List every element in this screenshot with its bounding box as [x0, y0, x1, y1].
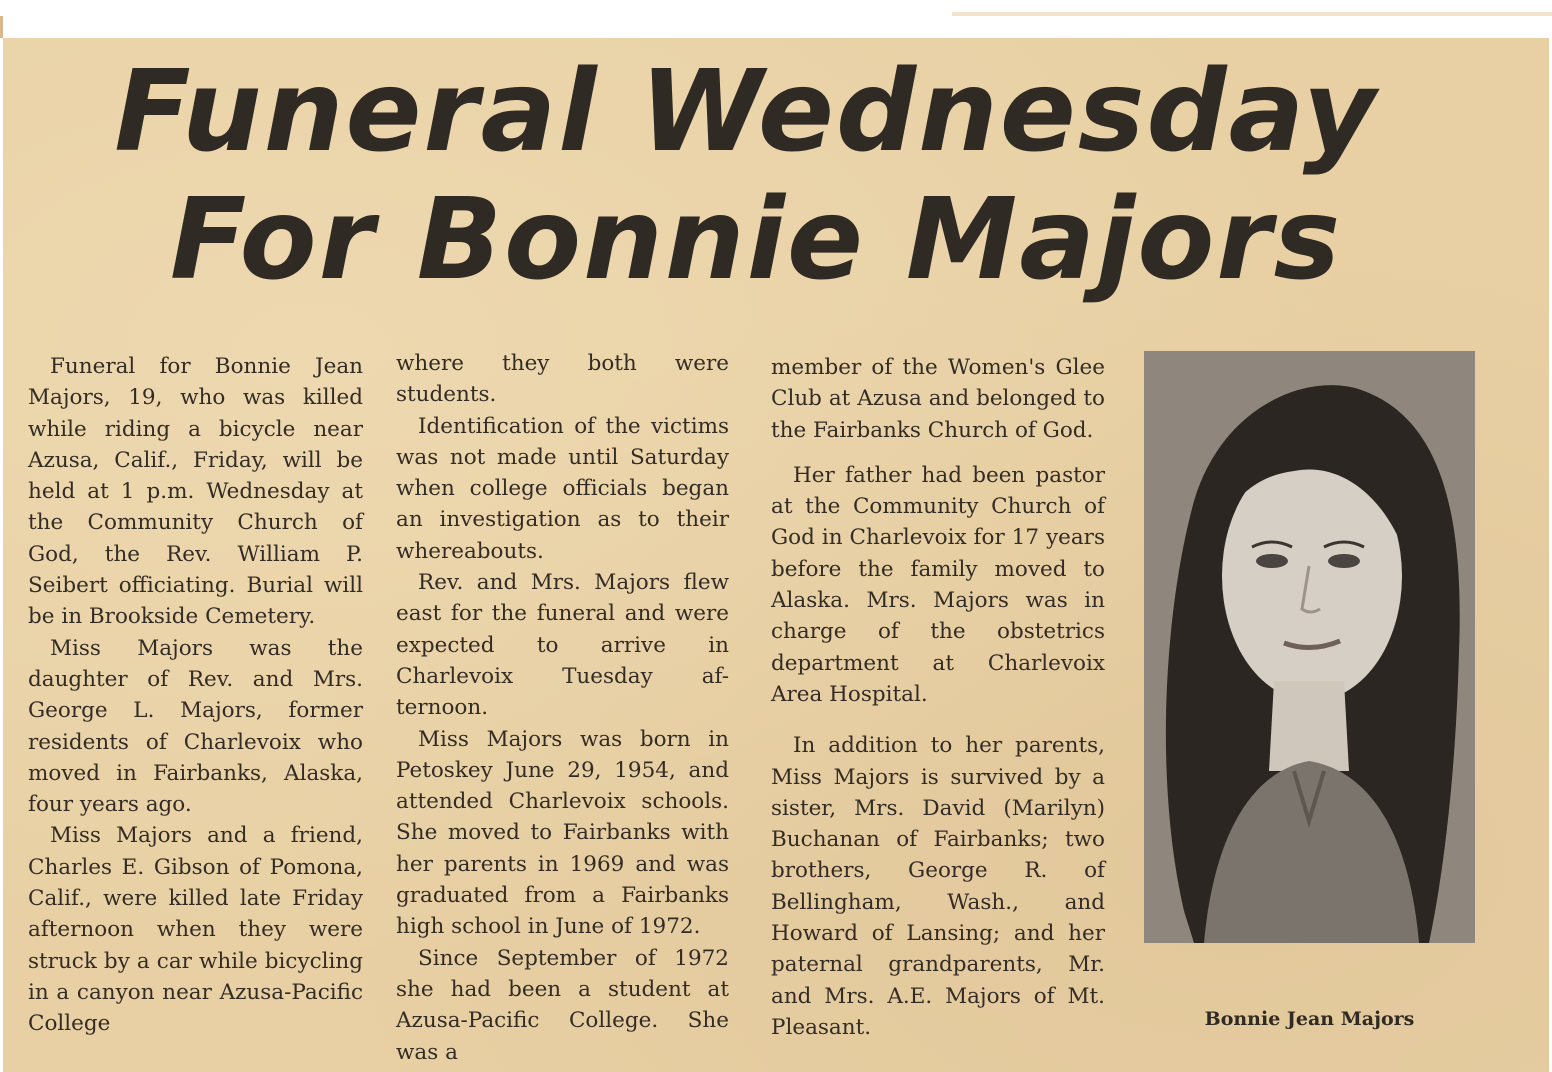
portrait-image — [1144, 351, 1475, 943]
article-column-1 — [28, 351, 363, 1040]
paragraph: Her father had been pastor at the Community Church of God in Charlevoix for 17 years before the family moved to Alaska. Mrs. Majors was in charge of the obstetrics department at Charlevoix Area Hospital. — [771, 462, 1105, 707]
photo-caption: Bonnie Jean Majors — [1204, 1008, 1415, 1030]
paragraph: Funeral for Bonnie Jean Majors, 19, who was killed while riding a bicycle near Azusa, Calif., Friday, will be held at 1 p.m. Wednesday at the Community Church of God, the Rev. William P. Seibert officiating. Burial will be in Brookside Cemetery. — [28, 354, 363, 630]
paragraph: Since September of 1972 she had been a student at Azusa-Pacific College. She was a — [396, 945, 729, 1065]
paragraph: where they both were students. — [396, 351, 729, 408]
paragraph: Rev. and Mrs. Majors flew east for the funeral and were expected to arrive in Charlevoix Tuesday af- ternoon. — [396, 570, 729, 721]
paper-edge-strip — [952, 12, 1552, 16]
portrait-photo — [1144, 351, 1475, 943]
newspaper-clipping — [3, 38, 1549, 1072]
paragraph: member of the Women's Glee Club at Azusa and belonged to the Fairbanks Church of God. — [771, 355, 1105, 443]
article-column-3 — [771, 352, 1105, 1043]
paragraph: Identification of the victims was not made until Saturday when college officials began an investigation as to their whereabouts. — [396, 413, 729, 564]
paragraph: Miss Majors and a friend, Charles E. Gibson of Pomona, Calif., were killed late Friday afternoon when they were struck by a car while bicycling in a canyon near Azusa-Pacific College — [28, 823, 363, 1037]
paragraph: In addition to her parents, Miss Majors is survived by a sister, Mrs. David (Marilyn) Buchanan of Fairbanks; two brothers, George R. of Bellingham, Wash., and Howard of Lansing; and her paternal grandparents, Mr. and Mrs. A.E. Majors of Mt. Pleasant. — [771, 733, 1105, 1040]
headline-line-2: For Bonnie Majors — [169, 175, 1343, 305]
article-column-2 — [396, 348, 729, 1068]
paragraph: Miss Majors was the daughter of Rev. and Mrs. George L. Majors, former residents of Charlevoix who moved in Fairbanks, Alaska, four years ago. — [28, 635, 363, 818]
paragraph: Miss Majors was born in Petoskey June 29, 1954, and attended Charlevoix schools. She moved to Fairbanks with her parents in 1969 and was graduated from a Fairbanks high school in June of 1972. — [396, 726, 729, 940]
headline — [3, 48, 1549, 304]
paper-edge-tick — [0, 16, 3, 38]
headline-line-1: Funeral Wednesday — [114, 47, 1378, 177]
